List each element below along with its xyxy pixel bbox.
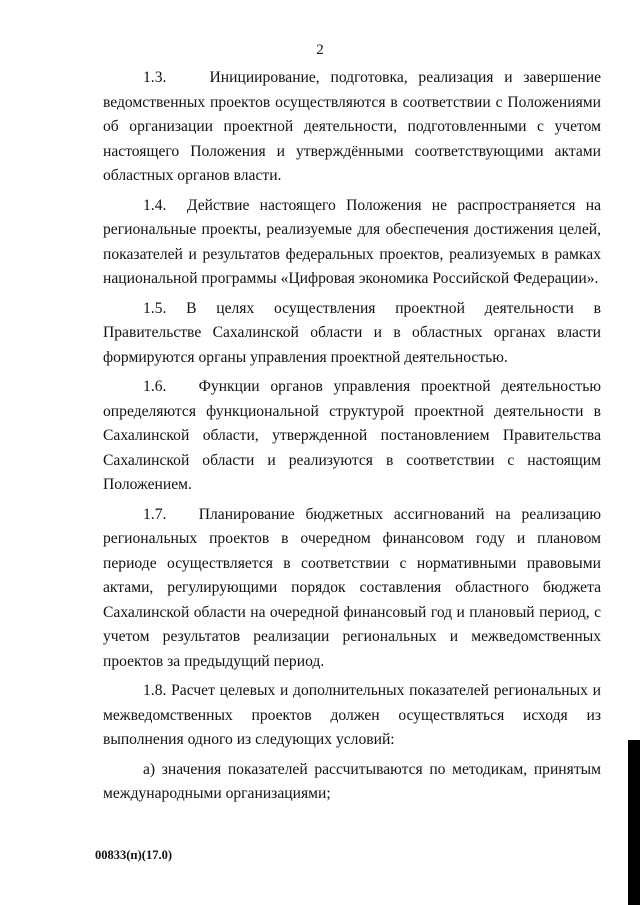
document-body <box>103 66 601 815</box>
paragraph-sub-a: а) значения показателей рассчитываются по методикам, принятым международными организациями; <box>103 760 601 802</box>
document-code: 00833(п)(17.0) <box>95 848 172 862</box>
paragraph-1-7: 1.7. Планирование бюджетных ассигнований на реализацию региональных проектов в очередном финансовом году и плановом периоде осуществляется в соответствии с нормативными правовыми актами, регулирующими порядок составления областного бюджета Сахалинской области на очередной финансовый год и плановый период, с учетом результатов реализации региональных и межведомственных проектов за предыдущий период. <box>103 505 601 670</box>
paragraph-1-8: 1.8. Расчет целевых и дополнительных показателей региональных и межведомственных проектов должен осуществляться исходя из выполнения одного из следующих условий: <box>103 682 601 748</box>
scan-edge-mark <box>628 740 640 905</box>
paragraph-1-6: 1.6. Функции органов управления проектной деятельностью определяются функциональной структурой проектной деятельности в Сахалинской области, утвержденной постановлением Правительства Сахалинской области и реализуются в соответствии с настоящим Положением. <box>103 378 601 493</box>
paragraph-1-5: 1.5. В целях осуществления проектной деятельности в Правительстве Сахалинской области и в областных органах власти формируются органы управления проектной деятельностью. <box>103 299 601 366</box>
paragraph-1-3: 1.3. Инициирование, подготовка, реализация и завершение ведомственных проектов осуществляются в соответствии с Положениями об организации проектной деятельности, подготовленными с учетом настоящего Положения и утверждёнными соответствующими актами областных органов власти. <box>103 69 601 184</box>
page-number: 2 <box>316 42 324 58</box>
paragraph-1-4: 1.4. Действие настоящего Положения не распространяется на региональные проекты, реализуемые для обеспечения достижения целей, показателей и результатов федеральных проектов, реализуемых в рамках национальной программы «Цифровая экономика Российской Федерации». <box>103 196 601 287</box>
